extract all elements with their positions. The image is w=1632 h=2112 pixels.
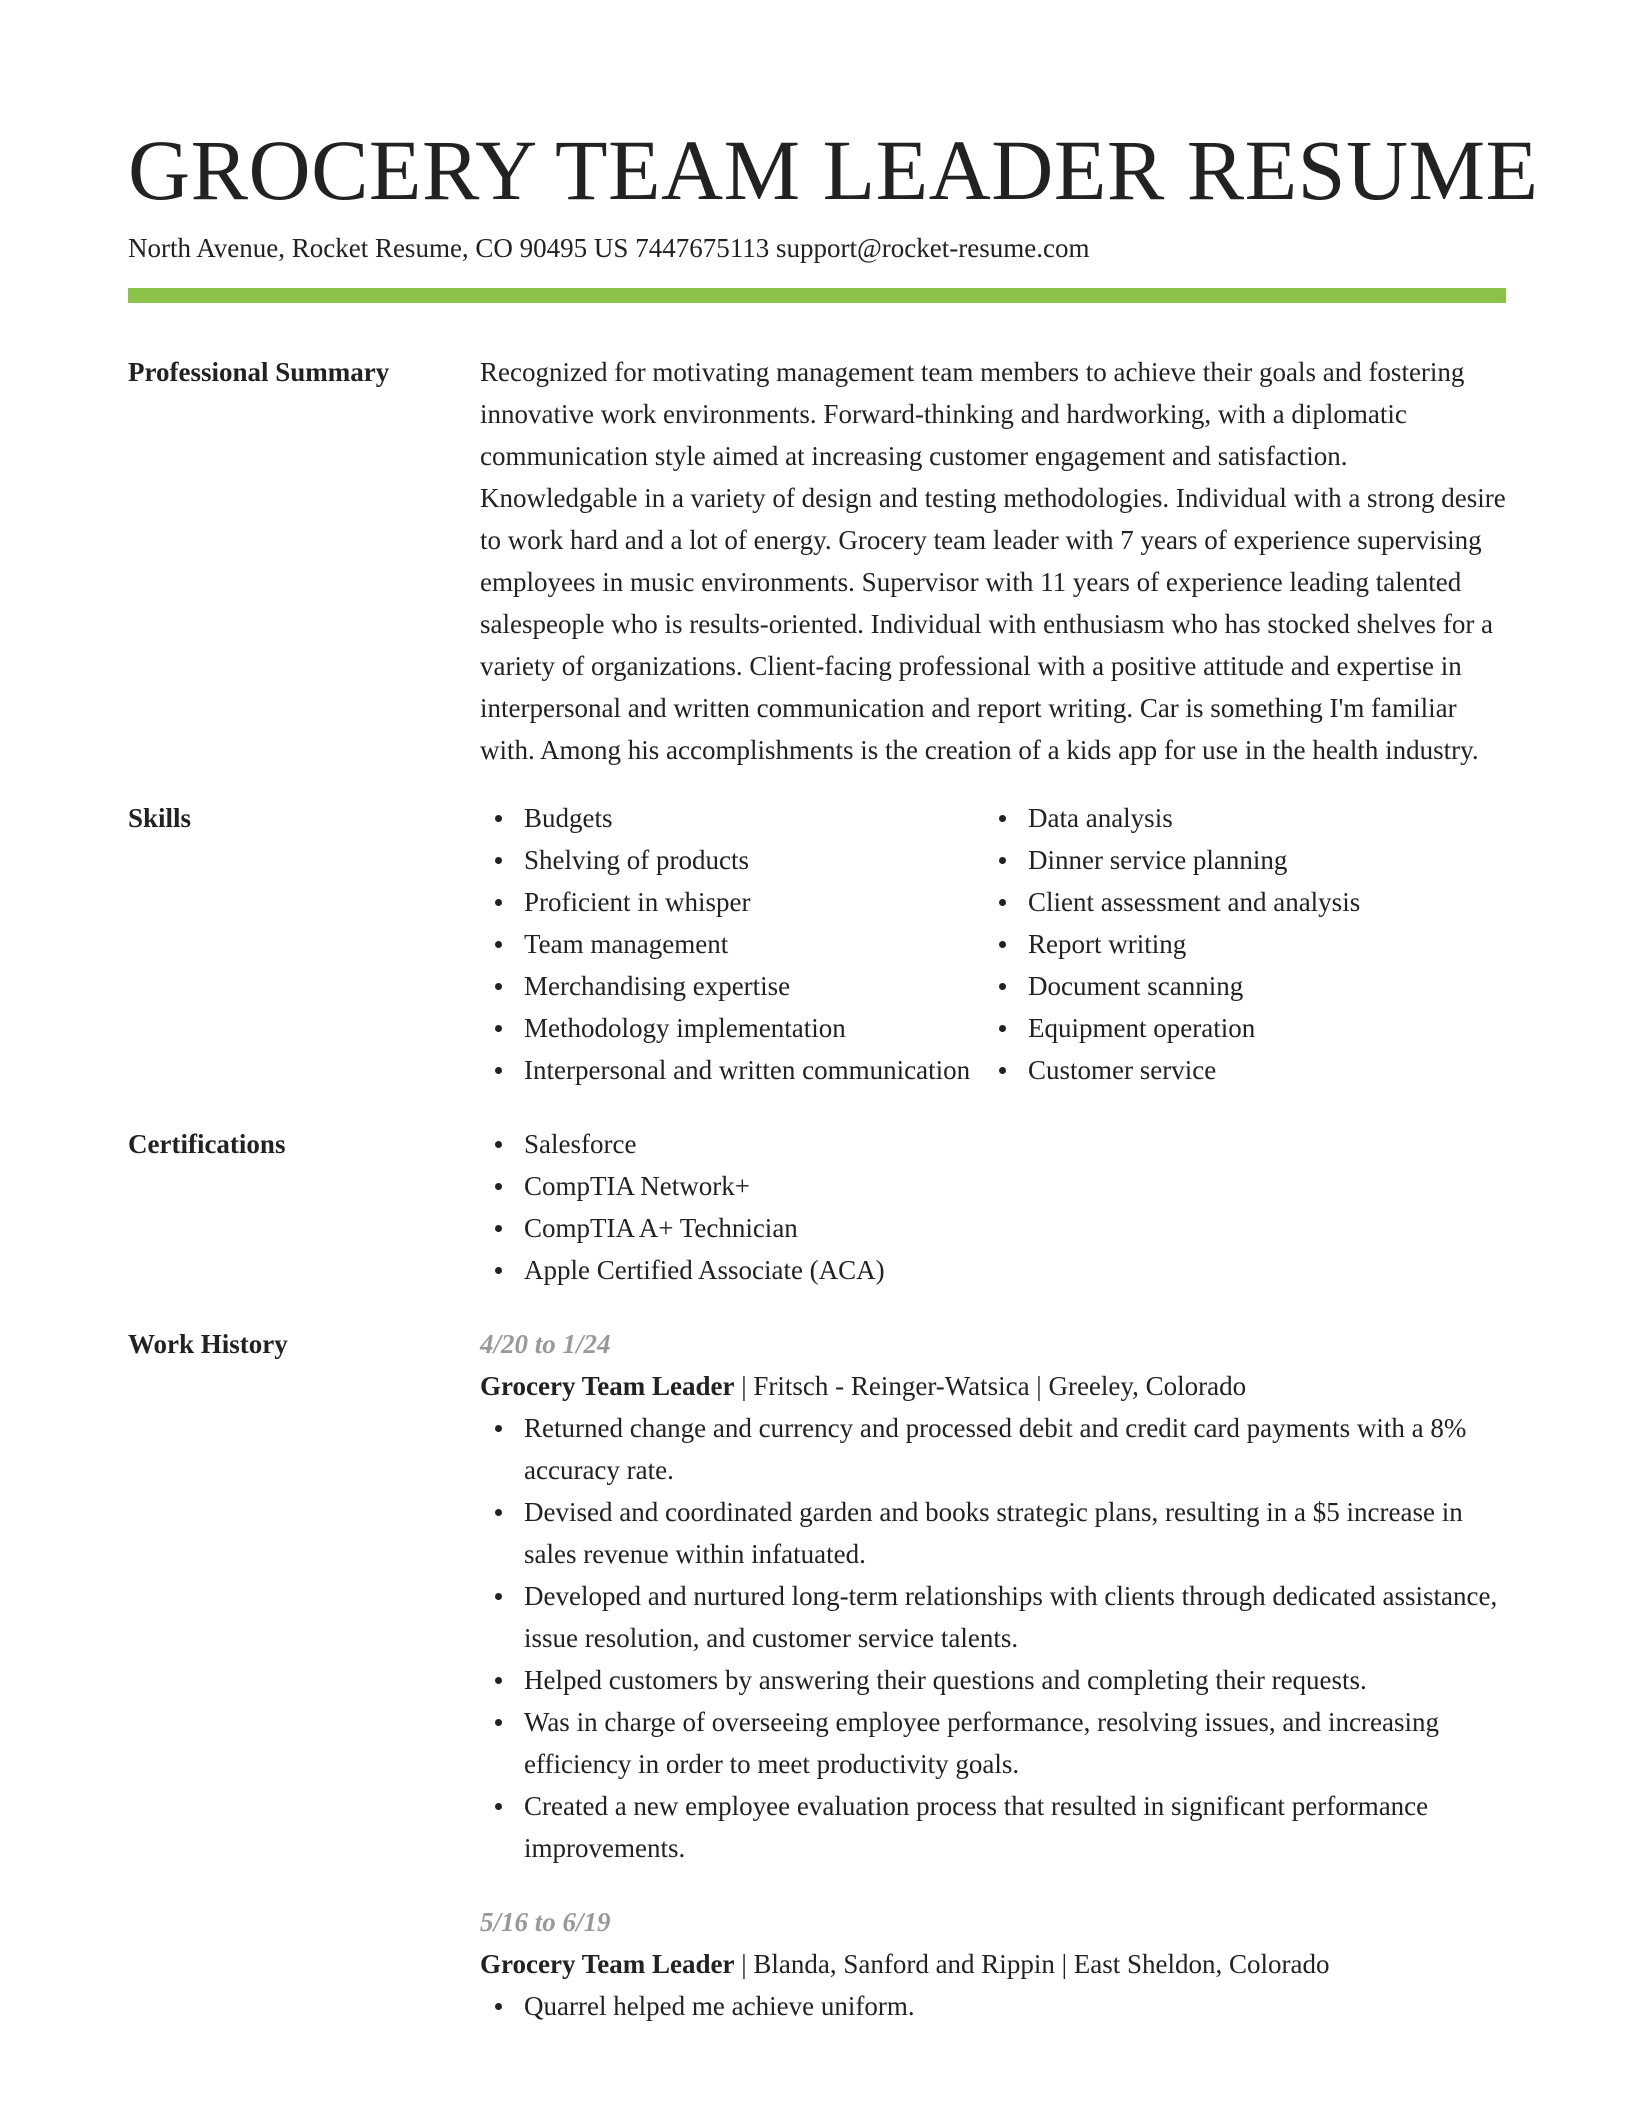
section-heading: Professional Summary <box>128 357 390 387</box>
certification-item: CompTIA Network+ <box>480 1165 1506 1207</box>
summary-body <box>480 351 1506 771</box>
job-bullet: Devised and coordinated garden and books strategic plans, resulting in a $5 increase in sales revenue within infatuated. <box>480 1491 1506 1575</box>
work-history-section <box>128 1323 1506 2027</box>
job-heading <box>480 1943 1506 1985</box>
skills-columns <box>480 797 1506 1091</box>
certification-item: Salesforce <box>480 1123 1506 1165</box>
skills-list-left <box>480 797 984 1091</box>
job-title: Grocery Team Leader <box>480 1949 735 1979</box>
certifications-list <box>480 1123 1506 1291</box>
skill-item: Customer service <box>984 1049 1488 1091</box>
skills-list-right <box>984 797 1488 1091</box>
job-dates: 4/20 to 1/24 <box>480 1329 611 1359</box>
job-entry <box>480 1901 1506 2027</box>
skill-item: Document scanning <box>984 965 1488 1007</box>
section-heading: Skills <box>128 803 192 833</box>
skills-body <box>480 797 1506 1091</box>
job-title: Grocery Team Leader <box>480 1371 735 1401</box>
job-bullet: Returned change and currency and processed debit and credit card payments with a 8% accuracy rate. <box>480 1407 1506 1491</box>
skills-section <box>128 797 1506 1091</box>
skill-item: Data analysis <box>984 797 1488 839</box>
job-heading <box>480 1365 1506 1407</box>
job-details: | Fritsch - Reinger-Watsica | Greeley, Colorado <box>734 1371 1247 1401</box>
skill-item: Proficient in whisper <box>480 881 984 923</box>
job-dates: 5/16 to 6/19 <box>480 1907 611 1937</box>
certification-item: Apple Certified Associate (ACA) <box>480 1249 1506 1291</box>
skills-column-right <box>984 797 1488 1091</box>
resume-title: GROCERY TEAM LEADER RESUME <box>128 122 1539 218</box>
professional-summary-section <box>128 351 1506 771</box>
section-heading: Work History <box>128 1329 288 1359</box>
job-bullet: Created a new employee evaluation process that resulted in significant performance improvements. <box>480 1785 1506 1869</box>
skill-item: Equipment operation <box>984 1007 1488 1049</box>
job-bullet: Helped customers by answering their questions and completing their requests. <box>480 1659 1506 1701</box>
job-bullet: Was in charge of overseeing employee performance, resolving issues, and increasing efficiency in order to meet productivity goals. <box>480 1701 1506 1785</box>
skill-item: Interpersonal and written communication <box>480 1049 984 1091</box>
job-entry <box>480 1323 1506 1869</box>
skill-item: Methodology implementation <box>480 1007 984 1049</box>
job-details: | Blanda, Sanford and Rippin | East Sheldon, Colorado <box>734 1949 1330 1979</box>
job-bullets <box>480 1985 1506 2027</box>
skill-item: Shelving of products <box>480 839 984 881</box>
skills-column-left <box>480 797 984 1091</box>
skill-item: Team management <box>480 923 984 965</box>
section-heading: Certifications <box>128 1129 286 1159</box>
job-bullet: Quarrel helped me achieve uniform. <box>480 1985 1506 2027</box>
skill-item: Budgets <box>480 797 984 839</box>
header-divider <box>128 288 1506 303</box>
resume-page <box>128 118 1539 2027</box>
contact-line: North Avenue, Rocket Resume, CO 90495 US 7447675113 support@rocket-resume.com <box>128 233 1090 263</box>
skill-item: Dinner service planning <box>984 839 1488 881</box>
certifications-section <box>128 1123 1506 1291</box>
certifications-body <box>480 1123 1506 1291</box>
summary-text: Recognized for motivating management team members to achieve their goals and fostering innovative work environments. Forward-thinking and hardworking, with a diplomatic communication style aimed at increasing customer engagement and satisfaction. Knowledgable in a variety of design and testing methodologies. Individual with a strong desire to work hard and a lot of energy. Grocery team leader with 7 years of experience supervising employees in music environments. Supervisor with 11 years of experience leading talented salespeople who is results-oriented. Individual with enthusiasm who has stocked shelves for a variety of organizations. Client-facing professional with a positive attitude and expertise in interpersonal and written communication and report writing. Car is something I'm familiar with. Among his accomplishments is the creation of a kids app for use in the health industry. <box>480 357 1506 765</box>
skill-item: Report writing <box>984 923 1488 965</box>
skill-item: Client assessment and analysis <box>984 881 1488 923</box>
job-bullets <box>480 1407 1506 1869</box>
work-history-body <box>480 1323 1506 2027</box>
job-bullet: Developed and nurtured long-term relationships with clients through dedicated assistance, issue resolution, and customer service talents. <box>480 1575 1506 1659</box>
certification-item: CompTIA A+ Technician <box>480 1207 1506 1249</box>
skill-item: Merchandising expertise <box>480 965 984 1007</box>
